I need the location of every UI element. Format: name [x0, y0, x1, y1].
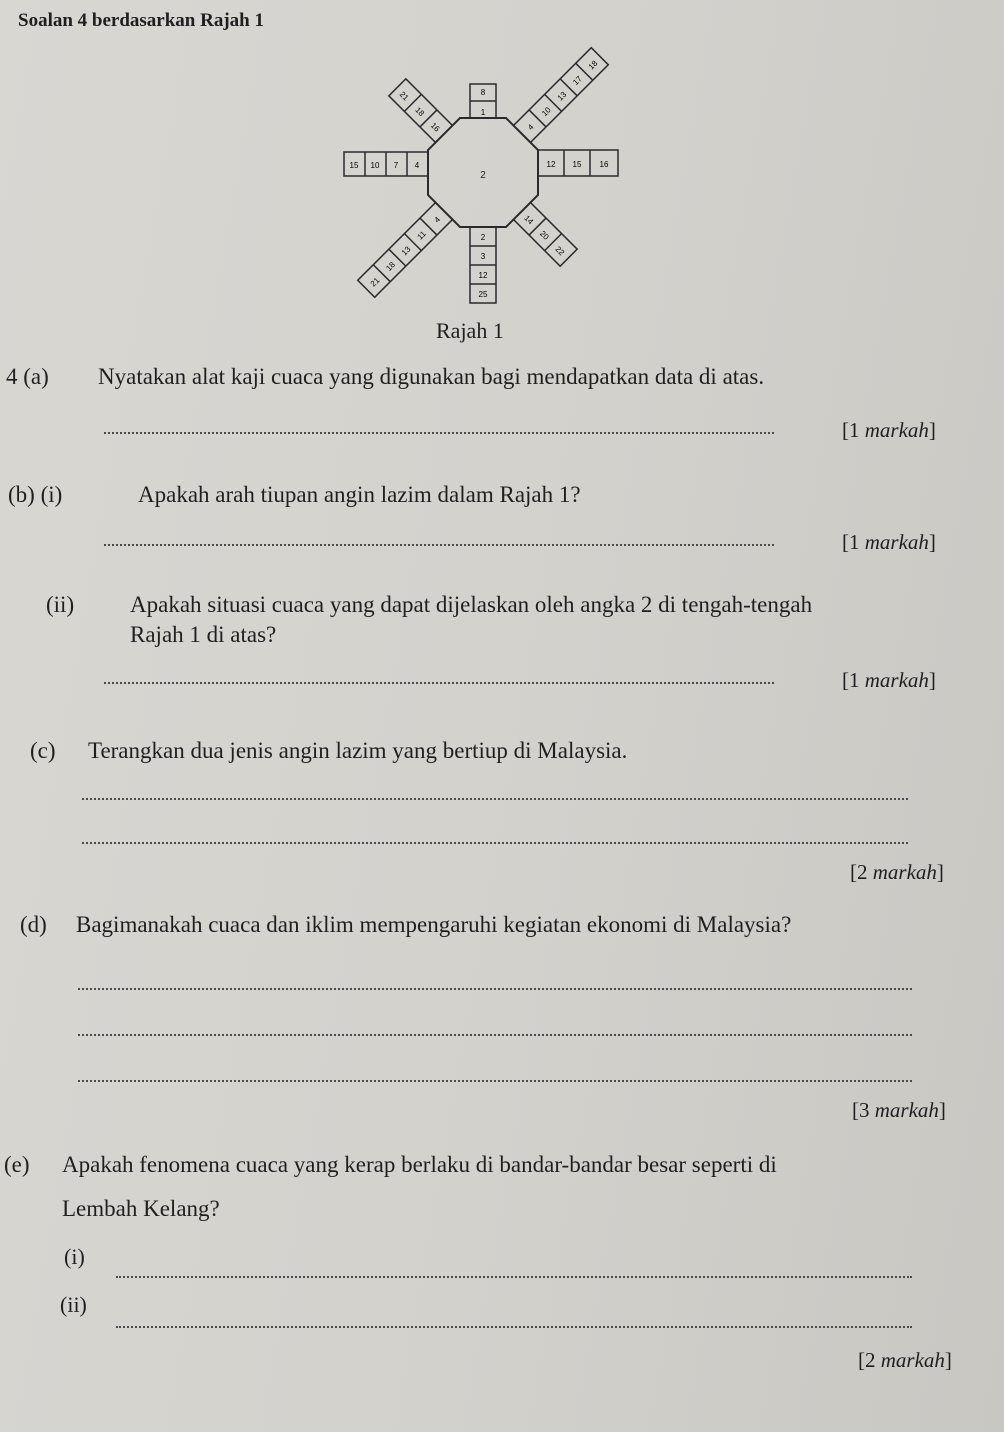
question-c-text: Terangkan dua jenis angin lazim yang bertiup di Malaysia.: [88, 738, 628, 763]
arm-northwest-value-2: 18: [413, 105, 426, 119]
marks-unit: markah: [864, 418, 929, 442]
marks-unit: markah: [874, 1098, 939, 1122]
arm-southeast-value-3: 22: [553, 244, 567, 258]
answer-line-d-2[interactable]: [78, 1034, 912, 1036]
arm-northeast-value-5: 18: [586, 58, 600, 72]
answer-line-c-1[interactable]: [82, 798, 908, 800]
marks-b-i: [1 markah]: [842, 530, 936, 554]
answer-line-d-3[interactable]: [78, 1080, 912, 1082]
question-e-label: (e): [4, 1152, 30, 1177]
question-a-label: 4 (a): [6, 364, 49, 389]
arm-east-value-3: 16: [599, 160, 609, 169]
arm-southeast-value-1: 14: [522, 213, 536, 227]
center-value: 2: [480, 170, 486, 181]
marks-b-ii: [1 markah]: [842, 668, 936, 692]
question-b-ii-text-line1: Apakah situasi cuaca yang dapat dijelaskan oleh angka 2 di tengah-tengah: [130, 592, 813, 617]
arm-east-value-2: 15: [572, 160, 582, 169]
question-a-text: Nyatakan alat kaji cuaca yang digunakan bagi mendapatkan data di atas.: [98, 364, 765, 389]
marks-unit: markah: [864, 530, 929, 554]
marks-c: [2 markah]: [850, 860, 944, 884]
question-b-i-text: Apakah arah tiupan angin lazim dalam Rajah 1?: [138, 482, 581, 507]
question-b-i-label: (b) (i): [8, 482, 63, 507]
arm-south-value-3: 12: [478, 271, 488, 280]
marks-unit: markah: [864, 668, 929, 692]
arm-south-value-4: 25: [478, 290, 488, 299]
question-d-label: (d): [20, 912, 47, 937]
arm-northwest-value-3: 16: [428, 120, 442, 134]
arm-south-value-2: 3: [480, 252, 486, 261]
question-e-text-line1: Apakah fenomena cuaca yang kerap berlaku di bandar-bandar besar seperti di: [62, 1152, 777, 1177]
marks-e: [2 markah]: [858, 1348, 952, 1372]
question-b-ii-text-line2: Rajah 1 di atas?: [130, 622, 277, 647]
arm-northwest: [389, 79, 453, 143]
arm-northeast-value-4: 17: [571, 74, 584, 87]
arm-west-value-1: 4: [414, 161, 420, 170]
arm-southwest: [358, 203, 453, 298]
arm-west-value-4: 15: [349, 161, 359, 170]
answer-line-e-i[interactable]: [116, 1276, 912, 1278]
marks-unit: markah: [872, 860, 937, 884]
arm-northeast-value-2: 10: [540, 105, 553, 119]
arm-southeast: [514, 203, 578, 267]
arm-northeast: [514, 48, 609, 143]
arm-southwest-value-3: 13: [399, 244, 413, 258]
question-e-sub-i-label: (i): [64, 1244, 85, 1269]
arm-north-value-1: 1: [480, 108, 486, 117]
arm-west-value-3: 10: [370, 161, 380, 170]
arm-southwest-value-2: 11: [415, 229, 428, 242]
question-e-text-line2: Lembah Kelang?: [62, 1196, 220, 1221]
question-c-label: (c): [30, 738, 56, 763]
marks-a: [1 markah]: [842, 418, 936, 442]
arm-south-value-1: 2: [480, 233, 486, 242]
arm-southwest-value-4: 18: [384, 260, 397, 273]
question-d-text: Bagimanakah cuaca dan iklim mempengaruhi kegiatan ekonomi di Malaysia?: [76, 912, 792, 937]
answer-line-b-ii[interactable]: [104, 682, 774, 684]
marks-unit: markah: [880, 1348, 945, 1372]
arm-northeast-value-3: 13: [555, 89, 569, 103]
section-header: Soalan 4 berdasarkan Rajah 1: [18, 10, 264, 31]
answer-line-b-i[interactable]: [104, 544, 774, 546]
arm-southeast-value-2: 20: [537, 229, 551, 242]
answer-line-a[interactable]: [104, 432, 774, 434]
arm-northeast-value-1: 4: [526, 122, 536, 133]
arm-southwest-value-5: 21: [368, 275, 382, 289]
answer-line-d-1[interactable]: [78, 988, 912, 990]
figure-caption: Rajah 1: [436, 318, 504, 343]
arm-north-value-2: 8: [480, 88, 486, 97]
wind-rose-diagram: [330, 40, 630, 310]
arm-east-value-1: 12: [546, 160, 556, 169]
question-e-sub-ii-label: (ii): [60, 1292, 87, 1317]
marks-d: [3 markah]: [852, 1098, 946, 1122]
question-b-ii-label: (ii): [46, 592, 75, 617]
answer-line-c-2[interactable]: [82, 842, 908, 844]
answer-line-e-ii[interactable]: [116, 1326, 912, 1328]
arm-west-value-2: 7: [393, 161, 399, 170]
arm-southwest-value-1: 4: [432, 215, 443, 225]
arm-northwest-value-1: 21: [397, 89, 411, 103]
